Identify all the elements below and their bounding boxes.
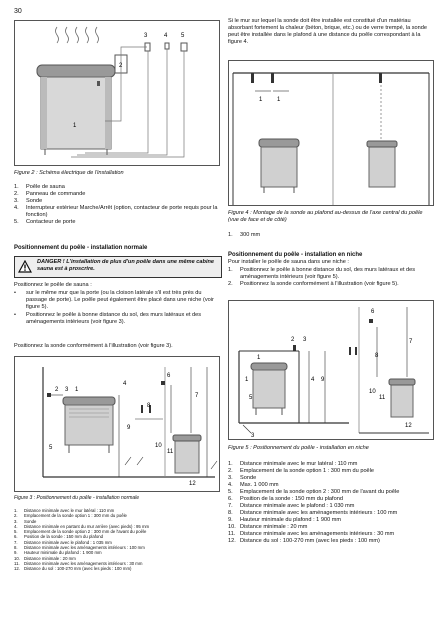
figure-4-ceiling-probe-diagram bbox=[228, 60, 434, 206]
list-item: 3. Sonde bbox=[228, 475, 257, 481]
list-item: 12. Distance du sol : 100-270 mm (avec les pieds : 100 mm) bbox=[228, 538, 380, 544]
list-item: 1. Distance minimale avec le mur latéral : 110 mm bbox=[228, 461, 358, 467]
svg-text:10: 10 bbox=[369, 389, 376, 395]
list-item: 8. Distance minimale avec les aménagements intérieurs : 100 mm bbox=[228, 510, 398, 516]
svg-text:12: 12 bbox=[405, 423, 412, 429]
normal-installation-illustration bbox=[15, 357, 219, 491]
svg-text:8: 8 bbox=[147, 403, 151, 409]
list-item: 4. Max. 1 000 mm bbox=[228, 482, 279, 488]
warning-icon bbox=[18, 260, 32, 273]
danger-text: DANGER ! L'installation de plus d'un poêle dans une même cabine sauna est à proscrire. bbox=[37, 259, 215, 272]
fig2-callout-4: 4 bbox=[164, 33, 168, 39]
list-item: 10. Distance minimale : 20 mm bbox=[14, 555, 76, 561]
list-item: 12. Distance du sol : 100-270 mm (avec les pieds : 100 mm) bbox=[14, 566, 132, 572]
list-item: 5. Emplacement de la sonde option 2 : 300 mm de l'avant du poêle bbox=[228, 489, 400, 495]
list-item: 7. Distance minimale avec le plafond : 1 035 mm bbox=[14, 539, 112, 545]
probe-ceiling-intro: Si le mur sur lequel la sonde doit être installée est constitué d'un matériau absorbant fortement la chaleur (béton, brique, etc.) ou de verre trempé, la sonde peut être installée dans le plafond à une distance du poêle correspondant à la figure 4. bbox=[228, 18, 428, 45]
svg-text:3: 3 bbox=[251, 433, 255, 439]
list-item: 11. Distance minimale avec les aménagements intérieurs : 30 mm bbox=[14, 560, 143, 566]
fig2-callout-3: 3 bbox=[144, 33, 148, 39]
figure-4-legend-list bbox=[228, 232, 434, 239]
svg-text:1: 1 bbox=[277, 97, 281, 103]
list-item: 6. Position de la sonde : 150 mm du plafond bbox=[228, 496, 343, 502]
normal-installation-intro: Positionnez le poêle de sauna : bbox=[14, 282, 92, 288]
svg-text:3: 3 bbox=[65, 387, 69, 393]
list-item: • Positionnez le poêle à bonne distance du sol, des murs latéraux et des aménagements intérieurs (voir figure 3). bbox=[14, 312, 202, 325]
svg-text:12: 12 bbox=[189, 481, 196, 487]
svg-text:1: 1 bbox=[75, 387, 79, 393]
figure-2-legend-list bbox=[14, 184, 224, 226]
danger-box bbox=[14, 256, 222, 278]
list-item: 9. Hauteur minimale du plafond : 1 900 mm bbox=[228, 517, 342, 523]
svg-text:3: 3 bbox=[303, 337, 307, 343]
svg-text:6: 6 bbox=[371, 309, 375, 315]
svg-text:1: 1 bbox=[257, 355, 261, 361]
svg-text:6: 6 bbox=[167, 373, 171, 379]
svg-text:5: 5 bbox=[249, 395, 253, 401]
wiring-diagram-illustration bbox=[15, 21, 219, 165]
list-item: 2. Emplacement de la sonde option 1 : 300 mm du poêle bbox=[14, 513, 127, 519]
section-title-normal-installation: Positionnement du poêle - installation normale bbox=[14, 245, 148, 251]
figure-5-caption: Figure 5 : Positionnement du poêle - installation en niche bbox=[228, 445, 369, 451]
svg-text:4: 4 bbox=[123, 381, 127, 387]
figure-2-caption: Figure 2 : Schéma électrique de l'installation bbox=[14, 170, 124, 176]
fig2-callout-2: 2 bbox=[119, 63, 123, 69]
niche-installation-steps bbox=[228, 267, 434, 288]
list-item: 2. Panneau de commande bbox=[14, 191, 86, 197]
fig2-callout-5: 5 bbox=[181, 33, 185, 39]
svg-text:5: 5 bbox=[49, 445, 53, 451]
list-item: 10. Distance minimale : 20 mm bbox=[228, 524, 308, 530]
list-item: 2. Emplacement de la sonde option 1 : 300 mm du poêle bbox=[228, 468, 375, 474]
list-item: 1. Distance minimale avec le mur latéral : 110 mm bbox=[14, 508, 115, 513]
list-item: 3. Sonde bbox=[14, 518, 37, 524]
list-item: 1. Poêle de sauna bbox=[14, 184, 65, 190]
fig2-callout-1: 1 bbox=[73, 123, 77, 129]
list-item: • sur le même mur que la porte (ou la cloison latérale s'il est très près du passage de porte). Le poêle peut également être placé dans une niche (voir figure 5). bbox=[14, 290, 214, 310]
list-item: 4. Distance minimale en partant du mur arrière (avec pieds) : 95 mm bbox=[14, 523, 150, 529]
section-title-niche-installation: Positionnement du poêle - installation en niche bbox=[228, 252, 363, 258]
niche-installation-illustration bbox=[229, 301, 433, 439]
ceiling-probe-illustration bbox=[229, 61, 433, 205]
svg-text:2: 2 bbox=[291, 337, 295, 343]
svg-text:10: 10 bbox=[155, 443, 162, 449]
figure-4-caption: Figure 4 : Montage de la sonde au plafond au-dessus de l'axe central du poêle (vue de face et de côté) bbox=[228, 210, 423, 223]
svg-text:11: 11 bbox=[167, 449, 174, 455]
list-item: 8. Distance minimale avec les aménagements intérieurs : 100 mm bbox=[14, 545, 145, 551]
list-item: 1. Positionnez le poêle à bonne distance du sol, des murs latéraux et des aménagements intérieurs (voir figure 5). bbox=[228, 267, 416, 280]
probe-position-text: Positionnez la sonde conformément à l'illustration (voir figure 3). bbox=[14, 343, 173, 349]
page-number: 30 bbox=[14, 8, 22, 15]
svg-text:9: 9 bbox=[321, 377, 325, 383]
figure-3-caption: Figure 3 : Positionnement du poêle - installation normale bbox=[14, 495, 140, 501]
figure-5-niche-installation-diagram bbox=[228, 300, 434, 440]
list-item: 3. Sonde bbox=[14, 198, 43, 204]
svg-text:4: 4 bbox=[311, 377, 315, 383]
list-item: 4. Interrupteur extérieur Marche/Arrêt (option, contacteur de porte requis pour la fonction) bbox=[14, 205, 218, 218]
niche-installation-intro: Pour installer le poêle de sauna dans une niche : bbox=[228, 259, 349, 265]
list-item: 7. Distance minimale avec le plafond : 1 030 mm bbox=[228, 503, 355, 509]
svg-text:7: 7 bbox=[409, 339, 413, 345]
figure-3-legend-list bbox=[14, 508, 226, 572]
svg-text:8: 8 bbox=[375, 353, 379, 359]
list-item: 11. Distance minimale avec les aménagements intérieurs : 30 mm bbox=[228, 531, 395, 537]
figure-5-legend-list bbox=[228, 461, 438, 545]
figure-3-normal-installation-diagram bbox=[14, 356, 220, 492]
normal-installation-bullets bbox=[14, 290, 224, 326]
svg-text:1: 1 bbox=[259, 97, 263, 103]
svg-text:11: 11 bbox=[379, 395, 386, 401]
list-item: 5. Emplacement de la sonde option 2 : 300 mm de l'avant du poêle bbox=[14, 529, 147, 535]
svg-text:9: 9 bbox=[127, 425, 131, 431]
list-item: 6. Position de la sonde : 150 mm du plafond bbox=[14, 534, 104, 540]
svg-text:2: 2 bbox=[55, 387, 59, 393]
list-item: 5. Contacteur de porte bbox=[14, 219, 76, 225]
list-item: 2. Positionnez la sonde conformément à l'illustration (voir figure 5). bbox=[228, 281, 399, 287]
list-item: 1. 300 mm bbox=[228, 232, 261, 238]
svg-text:7: 7 bbox=[195, 393, 199, 399]
figure-2-wiring-diagram bbox=[14, 20, 220, 166]
list-item: 9. Hauteur minimale du plafond : 1 900 mm bbox=[14, 550, 102, 556]
svg-text:1: 1 bbox=[245, 377, 249, 383]
